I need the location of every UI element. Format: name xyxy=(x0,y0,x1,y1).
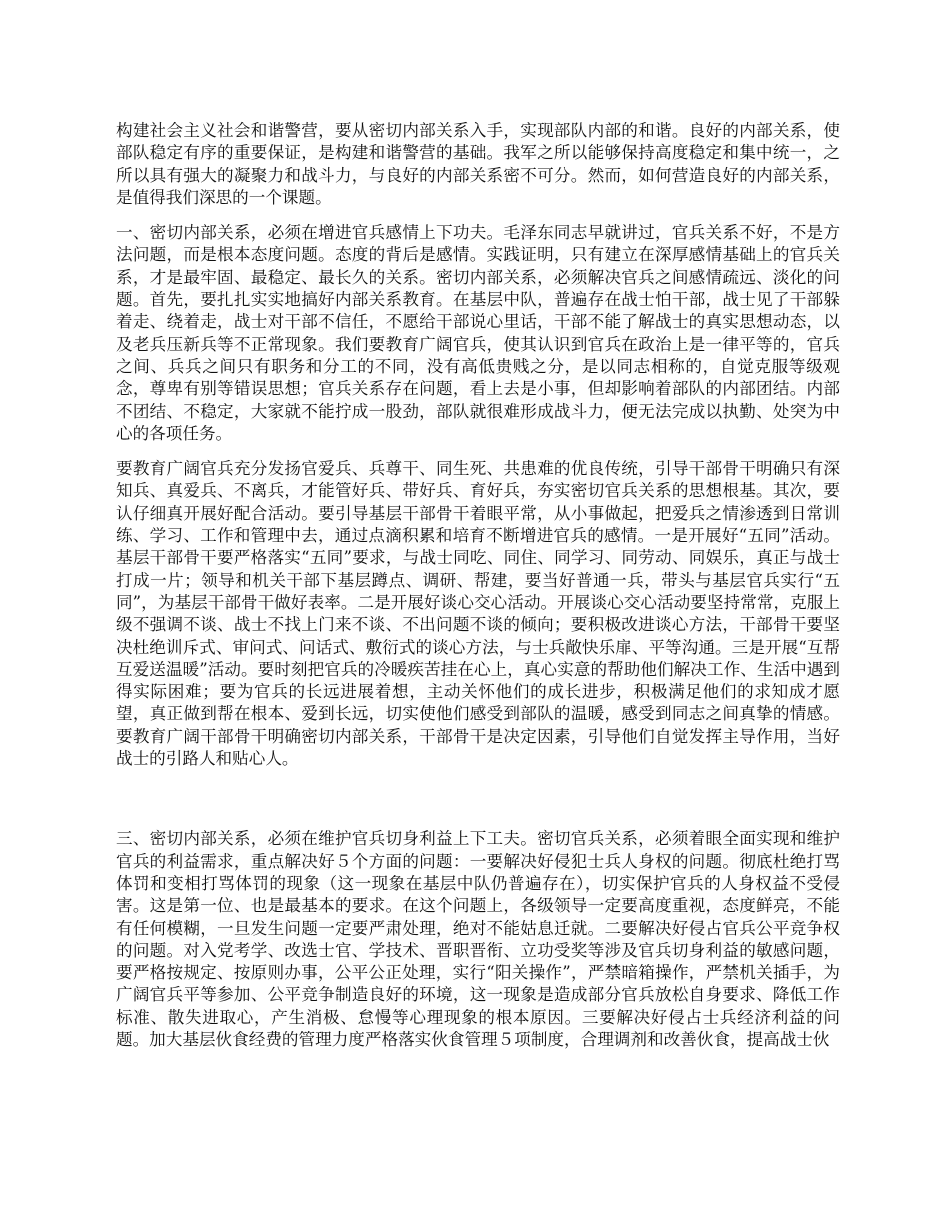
paragraph-spacer xyxy=(116,209,840,222)
section-spacer xyxy=(116,770,840,828)
section-one-paragraph: 一、密切内部关系，必须在增进官兵感情上下功夫。毛泽东同志早就讲过，官兵关系不好，不是方法问题，而是根本态度问题。态度的背后是感情。实践证明，只有建立在深厚感情基础上的官兵关系，才是最牢固、最稳定、最长久的关系。密切内部关系，必须解决官兵之间感情疏远、淡化的问题。首先，要扎扎实实地搞好内部关系教育。在基层中队，普遍存在战士怕干部，战士见了干部躲着走、绕着走，战士对干部不信任，不愿给干部说心里话，干部不能了解战士的真实思想动态，以及老兵压新兵等不正常现象。我们要教育广阔官兵，使其认识到官兵在政治上是一律平等的，官兵之间、兵兵之间只有职务和分工的不同，没有高低贵贱之分，是以同志相称的，自觉克服等级观念，尊卑有别等错误思想；官兵关系存在问题，看上去是小事，但却影响着部队的内部团结。内部不团结、不稳定，大家就不能拧成一股劲，部队就很难形成战斗力，便无法完成以执勤、处突为中心的各项任务。 xyxy=(116,223,840,443)
paragraph-spacer xyxy=(116,445,840,458)
section-three-paragraph: 三、密切内部关系，必须在维护官兵切身利益上下工夫。密切官兵关系，必须着眼全面实现和维护官兵的利益需求，重点解决好５个方面的问题：一要解决好侵犯士兵人身权的问题。彻底杜绝打骂体罚和变相打骂体罚的现象（这一现象在基层中队仍普遍存在），切实保护官兵的人身权益不受侵害。这是第一位、也是最基本的要求。在这个问题上，各级领导一定要高度重视，态度鲜亮，不能有任何模糊，一旦发生问题一定要严肃处理，绝对不能姑息迁就。二要解决好侵占官兵公平竞争权的问题。对入党考学、改选士官、学技术、晋职晋衔、立功受奖等涉及官兵切身利益的敏感问题，要严格按规定、按原则办事，公平公正处理，实行“阳关操作”，严禁暗箱操作，严禁机关插手，为广阔官兵平等参加、公平竞争制造良好的环境，这一现象是造成部分官兵放松自身要求、降低工作标准、散失进取心，产生消极、怠慢等心理现象的根本原因。三要解决好侵占士兵经济利益的问题。加大基层伙食经费的管理力度严格落实伙食管理５项制度，合理调剂和改善伙食，提高战士伙 xyxy=(116,829,840,1049)
document-body xyxy=(116,120,840,1051)
intro-paragraph: 构建社会主义社会和谐警营，要从密切内部关系入手，实现部队内部的和谐。良好的内部关系，使部队稳定有序的重要保证，是构建和谐警营的基础。我军之所以能够保持高度稳定和集中统一，之所以具有强大的凝聚力和战斗力，与良好的内部关系密不可分。然而，如何营造良好的内部关系，是值得我们深思的一个课题。 xyxy=(116,121,840,207)
section-one-continued-paragraph: 要教育广阔官兵充分发扬官爱兵、兵尊干、同生死、共患难的优良传统，引导干部骨干明确只有深知兵、真爱兵、不离兵，才能管好兵、带好兵、育好兵，夯实密切官兵关系的思想根基。其次，要认仔细真开展好配合活动。要引导基层干部骨干着眼平常，从小事做起，把爱兵之情渗透到日常训练、学习、工作和管理中去，通过点滴积累和培育不断增进官兵的感情。一是开展好“五同”活动。基层干部骨干要严格落实“五同”要求，与战士同吃、同住、同学习、同劳动、同娱乐，真正与战士打成一片；领导和机关干部下基层蹲点、调研、帮建，要当好普通一兵，带头与基层官兵实行“五同”，为基层干部骨干做好表率。二是开展好谈心交心活动。开展谈心交心活动要坚持常常，克服上级不强调不谈、战士不找上门来不谈、不出问题不谈的倾向；要积极改进谈心方法，干部骨干要坚决杜绝训斥式、审问式、问话式、敷衍式的谈心方法，与士兵敞快乐扉、平等沟通。三是开展“互帮互爱送温暖”活动。要时刻把官兵的冷暖疾苦挂在心上，真心实意的帮助他们解决工作、生活中遇到得实际困难；要为官兵的长远进展着想，主动关怀他们的成长进步，积极满足他们的求知成才愿望，真正做到帮在根本、爱到长远，切实使他们感受到部队的温暖，感受到同志之间真挚的情感。要教育广阔干部骨干明确密切内部关系，干部骨干是决定因素，引导他们自觉发挥主导作用，当好战士的引路人和贴心人。 xyxy=(116,459,840,769)
